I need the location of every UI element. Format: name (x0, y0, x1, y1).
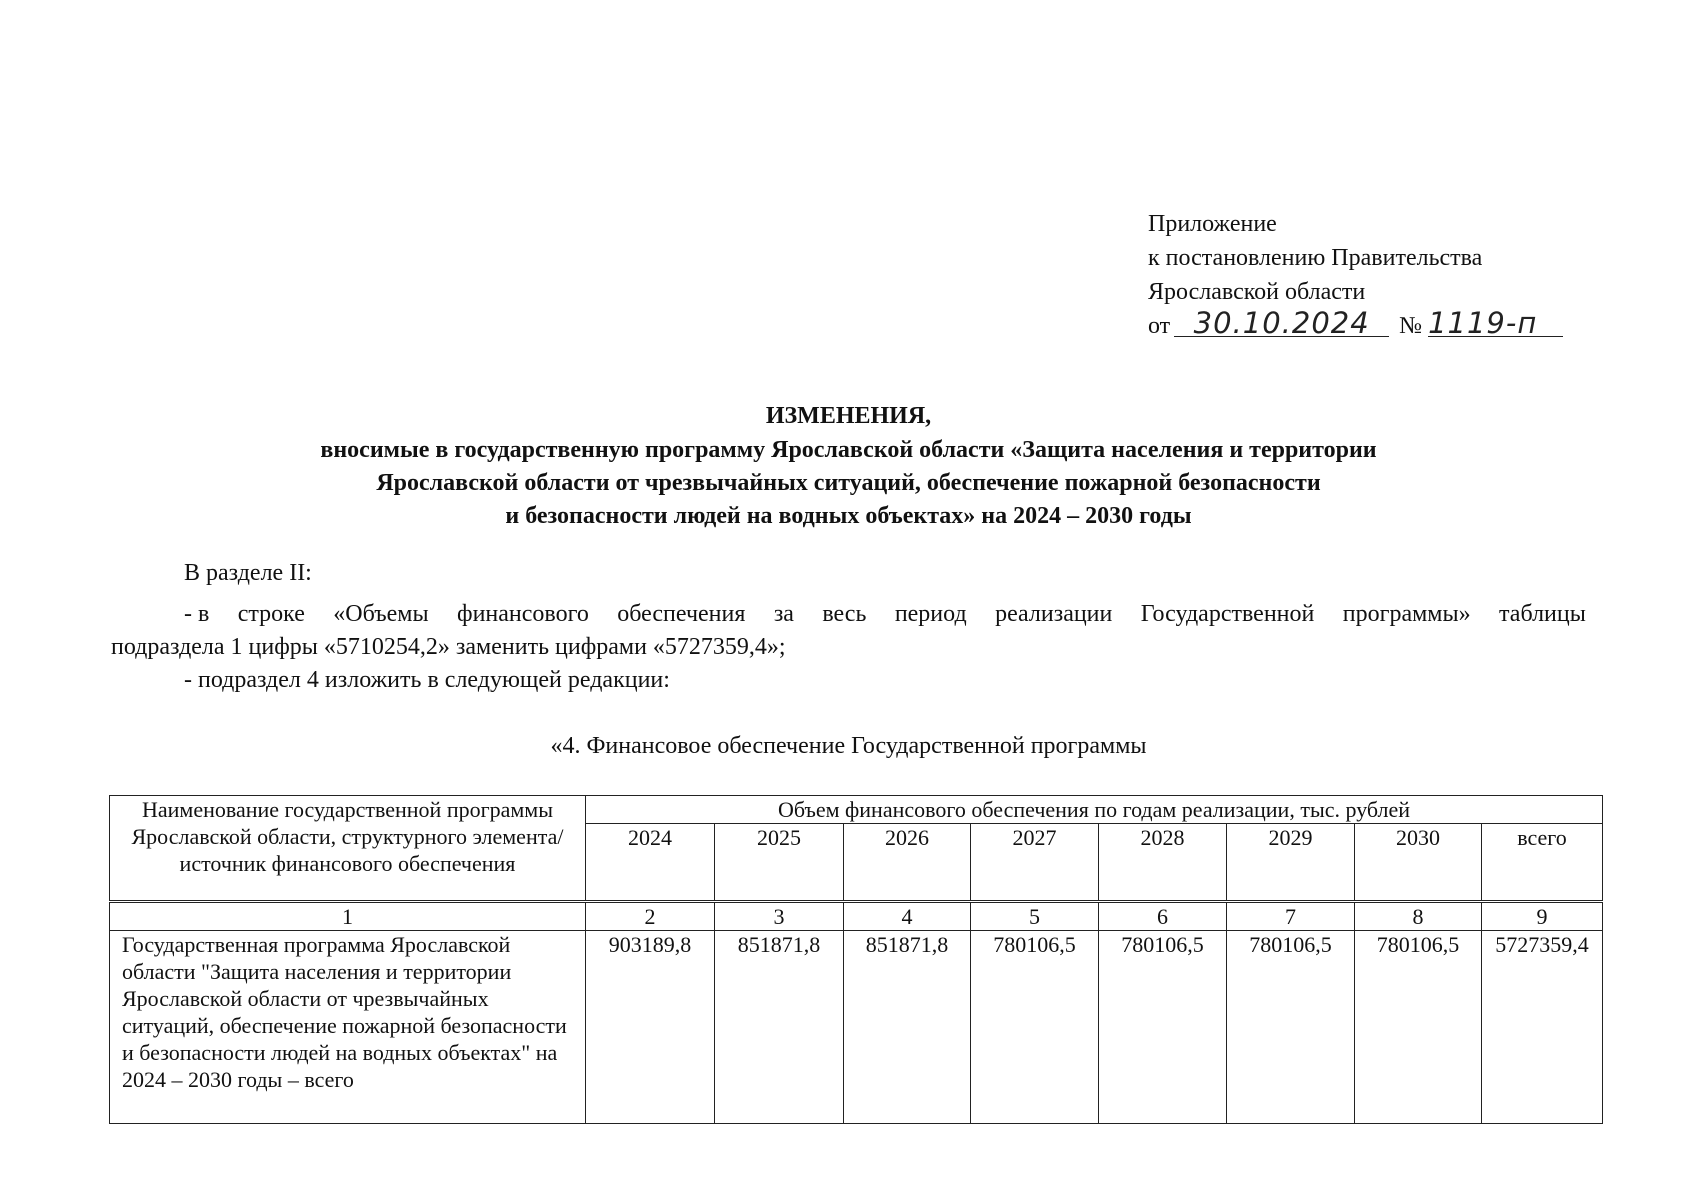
number-sign: № (1399, 313, 1423, 339)
column-number-cell: 9 (1482, 902, 1603, 931)
year-header-cell: всего (1482, 824, 1603, 902)
row-value-cell: 780106,5 (1227, 931, 1355, 1124)
column-number-cell: 5 (971, 902, 1099, 931)
column-number-row (110, 902, 1603, 931)
year-header-cell: 2029 (1227, 824, 1355, 902)
annex-date-number (1148, 306, 1563, 343)
change-item-1-word: реализации (995, 601, 1113, 627)
change-item-1-word: период (894, 601, 967, 627)
year-header-cell: 2027 (971, 824, 1099, 902)
column-number-cell: 6 (1099, 902, 1227, 931)
column-number-cell: 4 (844, 902, 971, 931)
column-number-cell: 1 (110, 902, 586, 931)
subsection-title: «4. Финансовое обеспечение Государственной программы (550, 733, 1147, 759)
column-number-cell: 3 (715, 902, 844, 931)
document-subtitle-line-1: вносимые в государственную программу Ярославской области «Защита населения и территории (320, 437, 1377, 463)
year-header-cell: 2028 (1099, 824, 1227, 902)
change-item-1-continuation: подраздела 1 цифры «5710254,2» заменить цифрами «5727359,4»; (111, 634, 786, 660)
row-value-cell: 851871,8 (844, 931, 971, 1124)
year-header-cell: 2026 (844, 824, 971, 902)
change-item-1-word: - в (184, 601, 210, 627)
row-value-cell: 780106,5 (1099, 931, 1227, 1124)
document-subtitle-line-3: и безопасности людей на водных объектах» на 2024 – 2030 годы (505, 503, 1192, 529)
financing-table (109, 795, 1603, 1124)
document-title: ИЗМЕНЕНИЯ, (765, 403, 932, 429)
handwritten-date: 30.10.2024 (1174, 310, 1389, 337)
year-header-cell: 2025 (715, 824, 844, 902)
column-number-cell: 8 (1355, 902, 1482, 931)
row-value-cell: 851871,8 (715, 931, 844, 1124)
section-reference: В разделе II: (184, 560, 312, 586)
row-value-cell: 780106,5 (1355, 931, 1482, 1124)
annex-line-2: к постановлению Правительства (1148, 245, 1483, 271)
change-item-1 (184, 598, 1586, 631)
change-item-1-word: программы» (1342, 601, 1471, 627)
change-item-1-word: финансового (457, 601, 589, 627)
table-header-row (110, 796, 1603, 824)
row-value-cell: 5727359,4 (1482, 931, 1603, 1124)
change-item-1-word: весь (822, 601, 867, 627)
year-header-cell: 2024 (586, 824, 715, 902)
row-name-cell: Государственная программа Ярославской области "Защита населения и территории Ярославской области от чрезвычайных ситуаций, обеспечение пожарной безопасности и безопасности людей на водных объектах" на 2024 – 2030 годы – всего (110, 931, 586, 1124)
change-item-1-word: «Объемы (333, 601, 429, 627)
annex-line-1: Приложение (1148, 211, 1277, 237)
annex-line-3: Ярославской области (1148, 279, 1366, 305)
handwritten-number: 1119-п (1428, 310, 1563, 337)
date-prefix: от (1148, 313, 1171, 339)
change-item-1-word: Государственной (1140, 601, 1315, 627)
change-item-1-word: обеспечения (617, 601, 746, 627)
change-item-1-word: за (773, 601, 794, 627)
change-item-2: - подраздел 4 изложить в следующей редакции: (184, 667, 670, 693)
name-column-header: Наименование государственной программы Ярославской области, структурного элемента/ источник финансового обеспечения (110, 796, 586, 902)
change-item-1-justified-line (184, 598, 1586, 631)
row-value-cell: 903189,8 (586, 931, 715, 1124)
document-subtitle-line-2: Ярославской области от чрезвычайных ситуаций, обеспечение пожарной безопасности (376, 470, 1321, 496)
table-row (110, 931, 1603, 1124)
annex-block (1148, 207, 1563, 343)
change-item-1-word: строке (237, 601, 305, 627)
change-item-1-word: таблицы (1499, 601, 1586, 627)
column-number-cell: 7 (1227, 902, 1355, 931)
funding-group-header: Объем финансового обеспечения по годам реализации, тыс. рублей (586, 796, 1603, 824)
column-number-cell: 2 (586, 902, 715, 931)
row-value-cell: 780106,5 (971, 931, 1099, 1124)
year-header-cell: 2030 (1355, 824, 1482, 902)
